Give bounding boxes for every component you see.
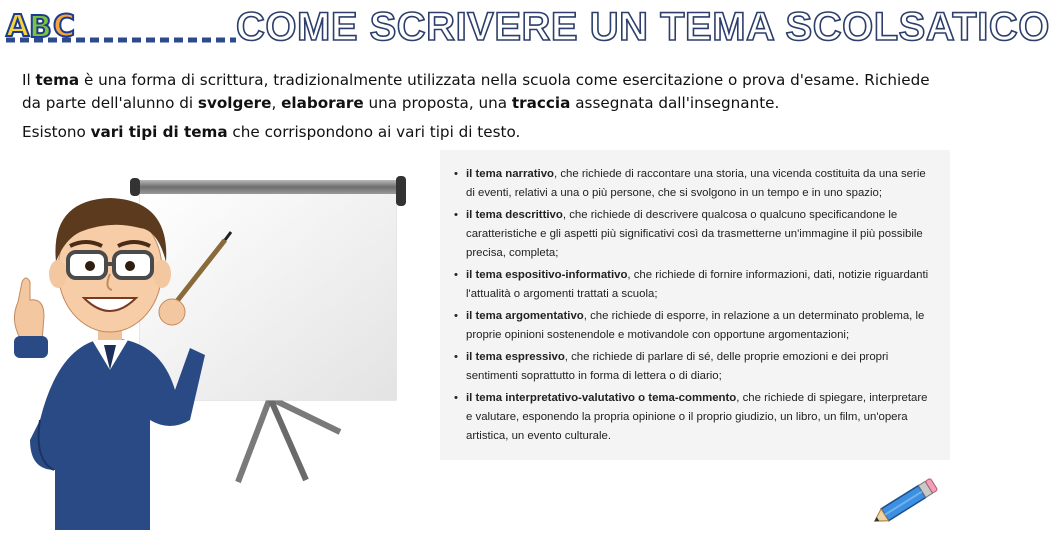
- intro-paragraph: Il tema è una forma di scrittura, tradizionalmente utilizzata nella scuola come esercitazione o prova d'esame. Richiede da parte dell'alunno di svolgere, elaborare una proposta, una traccia assegnata dall'insegnante.: [22, 71, 930, 112]
- abc-logo-b: B: [29, 10, 52, 45]
- list-item: • il tema espressivo, che richiede di parlare di sé, delle proprie emozioni e dei propri sentimenti soprattutto in forma di lettera o di diario;: [454, 351, 889, 382]
- tema-types-list: [440, 150, 950, 446]
- list-item: • il tema argomentativo, che richiede di esporre, in relazione a un determinato problema, le proprie opinioni sostenendole e motivandole con opportune argomentazioni;: [454, 310, 925, 341]
- types-intro-paragraph: Esistono vari tipi di tema che corrispondono ai vari tipi di testo.: [22, 123, 521, 141]
- list-item: • il tema interpretativo-valutativo o tema-commento, che richiede di spiegare, interpretare e valutare, esponendo la propria opinione o il proprio giudizio, un libro, un film, un'opera artistica, un evento culturale.: [454, 392, 928, 442]
- abc-logo-c: C: [53, 9, 76, 44]
- pencil-icon: [868, 478, 940, 530]
- list-item: • il tema descrittivo, che richiede di descrivere qualcosa o qualcuno specificandone le caratteristiche e gli aspetti più significativi così da trasmetterne un'immagine il più possibile precisa, completa;: [454, 209, 923, 259]
- list-item: • il tema espositivo-informativo, che richiede di fornire informazioni, dati, notizie riguardanti l'attualità o argomenti trattati a scuola;: [454, 269, 929, 300]
- list-item: • il tema narrativo, che richiede di raccontare una storia, una vicenda costituita da una serie di eventi, relativi a una o più persone, che si svolgono in un tempo e in uno spazio;: [454, 168, 926, 199]
- abc-logo-a: A: [6, 9, 30, 44]
- title-underline-dashes: [4, 35, 236, 45]
- page-title: COME SCRIVERE UN TEMA SCOLSATICO: [236, 5, 1050, 49]
- tema-types-panel: [440, 150, 950, 460]
- teacher-presenting-icon: [0, 170, 420, 530]
